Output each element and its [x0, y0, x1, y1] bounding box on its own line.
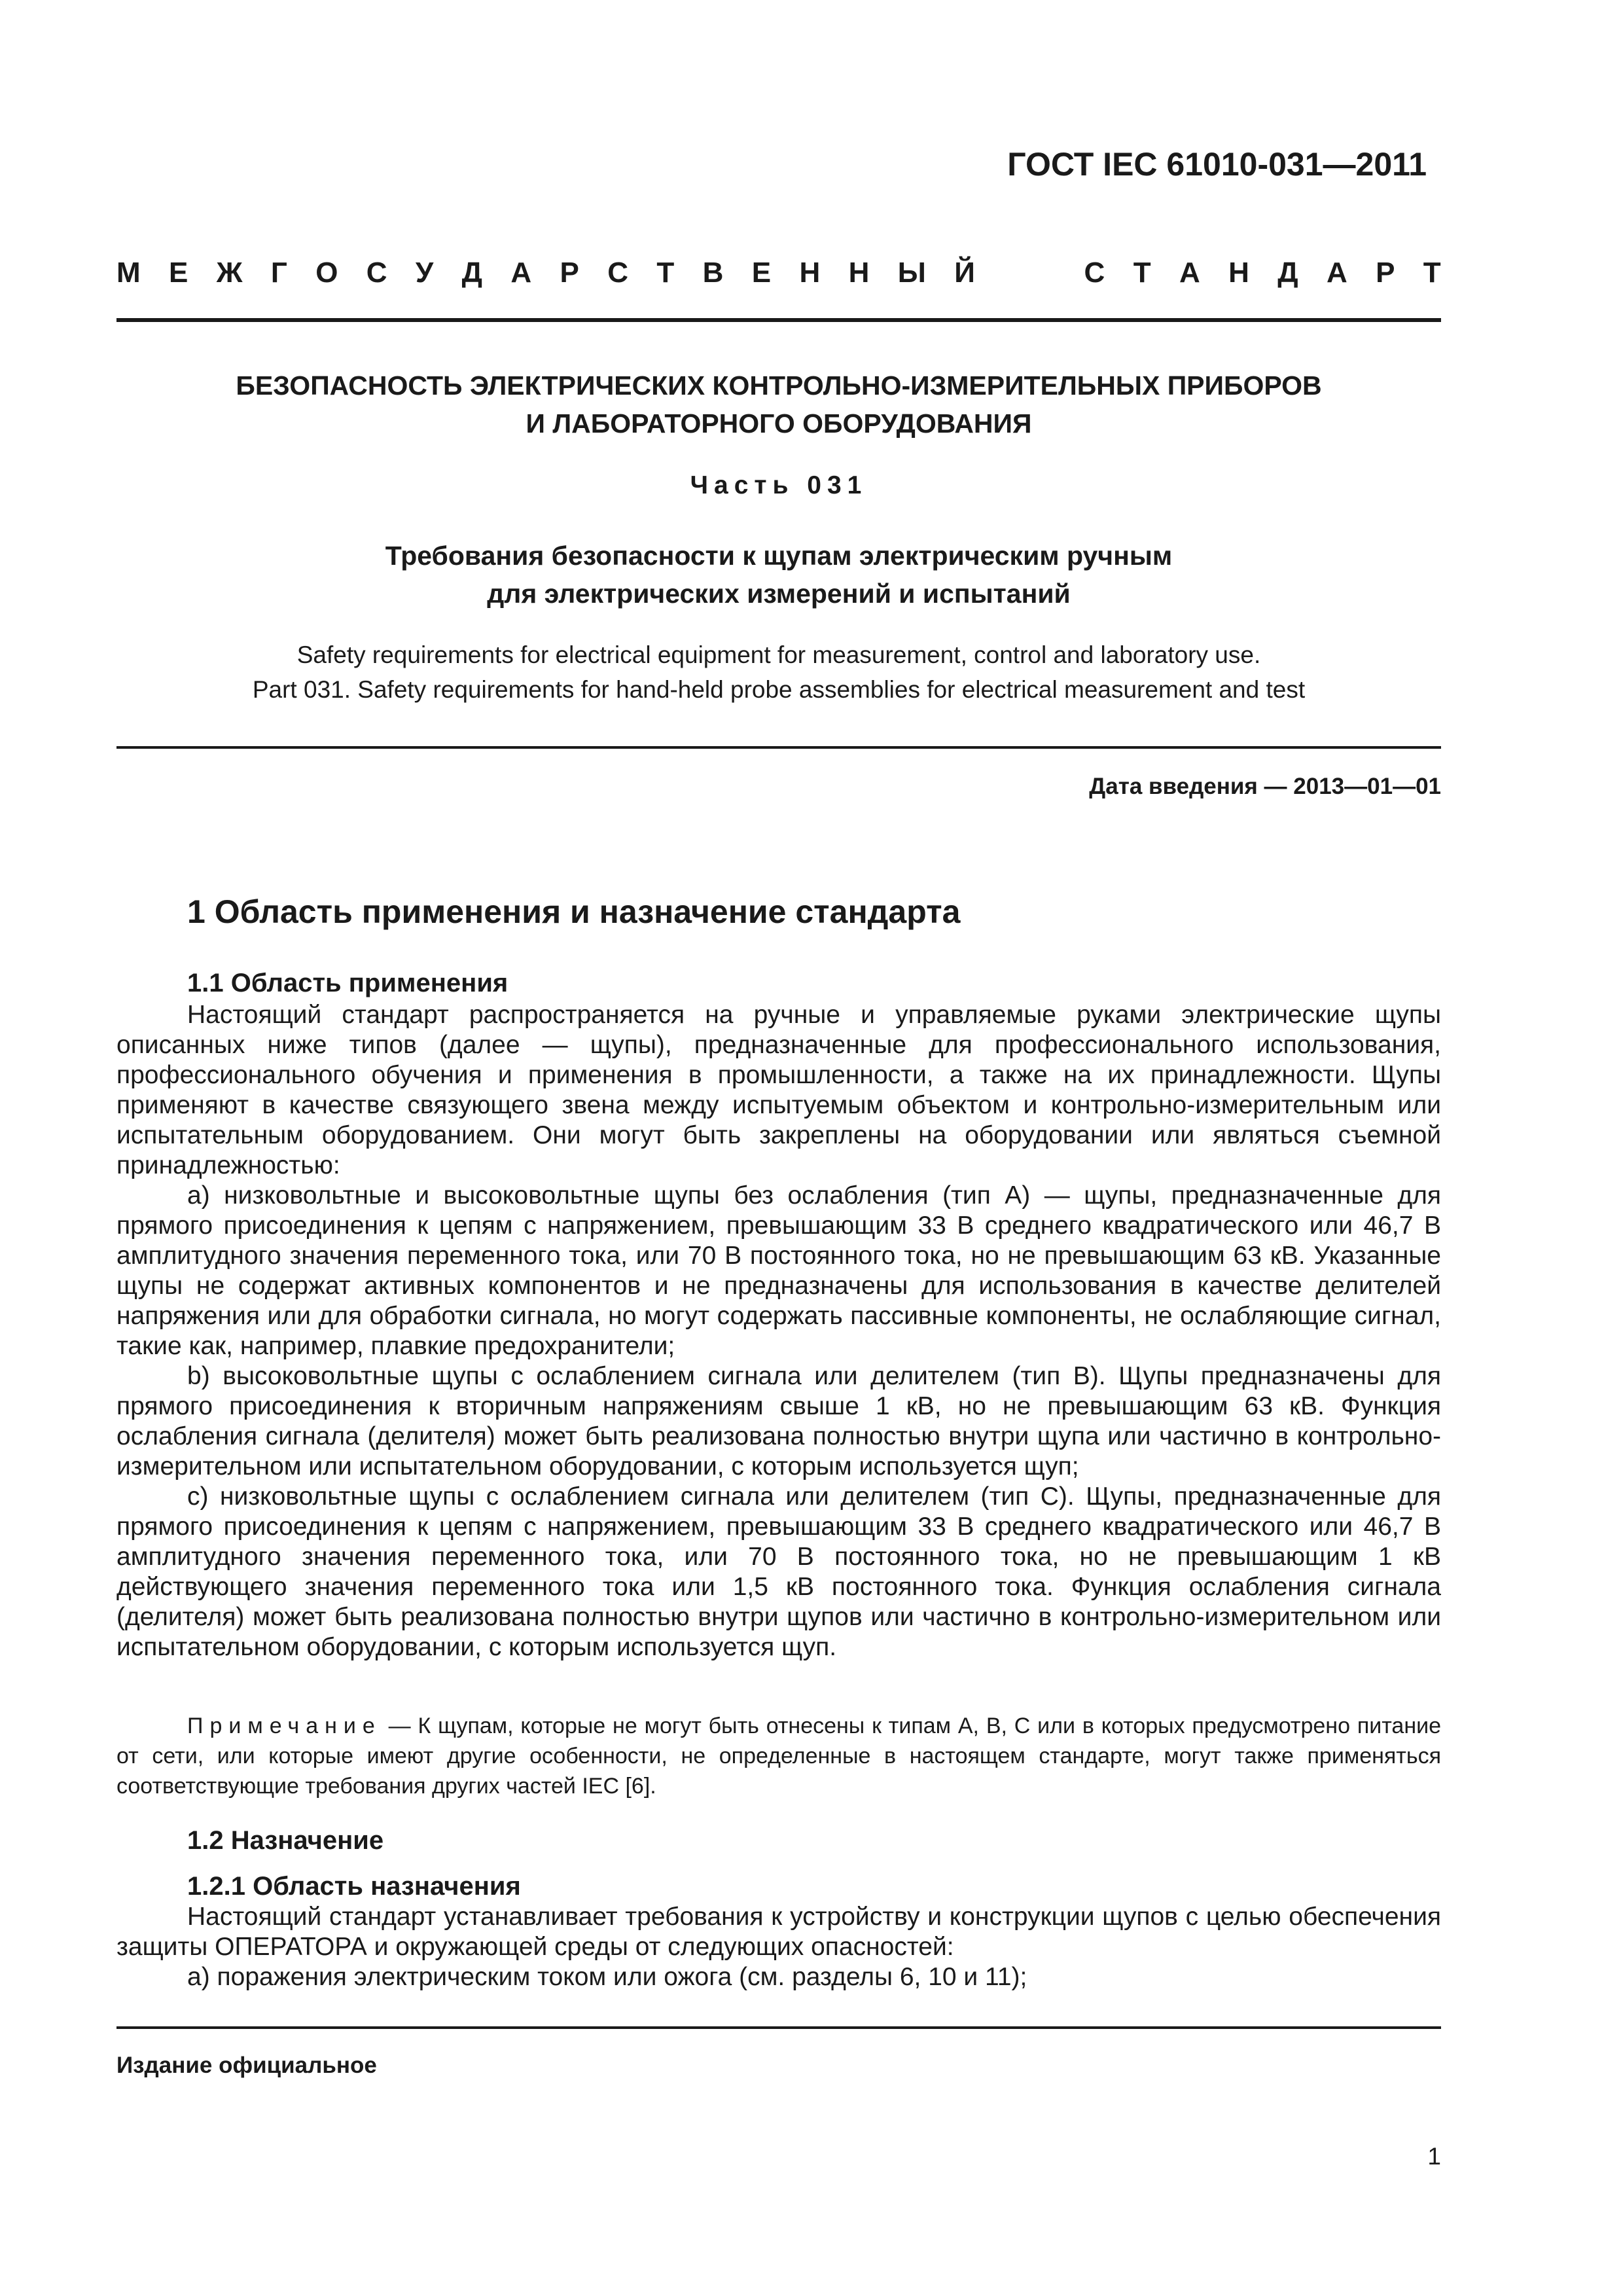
- title-line: И ЛАБОРАТОРНОГО ОБОРУДОВАНИЯ: [526, 408, 1032, 439]
- banner-letter: Р: [560, 257, 579, 289]
- subsection-heading: 1.1 Область применения: [187, 969, 508, 997]
- banner-letter: Е: [751, 257, 772, 289]
- banner-letter: Т: [1423, 257, 1441, 289]
- banner-letter: У: [415, 257, 434, 289]
- section-1-1-body: [116, 1000, 1441, 1662]
- english-title-line: Safety requirements for electrical equipment for measurement, control and laboratory use.: [296, 641, 1261, 668]
- banner-word-gap: [1003, 257, 1056, 289]
- interstate-standard-banner: [116, 257, 1441, 289]
- banner-letter: А: [510, 257, 532, 289]
- paragraph: Настоящий стандарт устанавливает требования к устройству и конструкции щупов с целью обеспечения защиты ОПЕРАТОРА и окружающей среды от следующих опасностей:: [116, 1903, 1441, 1961]
- banner-letter: Т: [656, 257, 675, 289]
- banner-letter: Н: [1228, 257, 1249, 289]
- banner-letter: Д: [1277, 257, 1298, 289]
- standard-subtitle: [116, 537, 1441, 613]
- english-title: [116, 637, 1441, 707]
- subtitle-line: для электрических измерений и испытаний: [487, 579, 1071, 609]
- banner-letter: С: [366, 257, 387, 289]
- list-item-c: c) низковольтные щупы с ослаблением сигнала или делителем (тип С). Щупы, предназначенные для прямого присоединения к цепям с напряжением, превышающим 33 В среднего квадратического или 46,7 В амплитудного значения переменного тока, или 70 В постоянного тока, но не превышающим 1 кВ действующего значения переменного тока или 1,5 кВ постоянного тока. Функция ослабления сигнала (делителя) может быть реализована полностью внутри щупов или частично в контрольно-измерительном или испытательном оборудовании, с которым используется щуп.: [116, 1482, 1441, 1661]
- banner-letter: А: [1326, 257, 1347, 289]
- banner-letter: Ы: [897, 257, 926, 289]
- list-item-b: b) высоковольтные щупы с ослаблением сигнала или делителем (тип В). Щупы предназначены для прямого присоединения к вторичным напряжениям свыше 1 кВ, но не превышающим 63 кВ. Функция ослабления сигнала (делителя) может быть реализована полностью внутри щупа или частично в контрольно-измерительном или испытательном оборудовании, с которым используется щуп;: [116, 1362, 1441, 1480]
- banner-letter: С: [607, 257, 629, 289]
- standard-title: [116, 367, 1441, 442]
- edition-label: Издание официальное: [116, 2053, 377, 2078]
- footer-rule: [116, 2026, 1441, 2029]
- banner-letter: Г: [270, 257, 287, 289]
- banner-letter: Ж: [216, 257, 243, 289]
- note-label: Примечание: [187, 1713, 382, 1738]
- paragraph: Настоящий стандарт распространяется на ручные и управляемые руками электрические щупы описанных ниже типов (далее — щупы), предназначенные для профессионального использования, профессионального обучения и применения в промышленности, а также на их принадлежности. Щупы применяют в качестве связующего звена между испытуемым объектом и контрольно-измерительным или испытательным оборудованием. Они могут быть закреплены на оборудовании или являться съемной принадлежностью:: [116, 1001, 1441, 1179]
- banner-letter: Е: [169, 257, 188, 289]
- document-code: ГОСТ IEC 61010-031—2011: [1007, 146, 1427, 183]
- page-number: 1: [1427, 2143, 1441, 2170]
- introduction-date: Дата введения — 2013—01—01: [1089, 774, 1441, 799]
- list-item-a: a) поражения электрическим током или ожога (см. разделы 6, 10 и 11);: [187, 1963, 1027, 1991]
- part-label: Часть 031: [690, 471, 868, 499]
- banner-letter: М: [116, 257, 141, 289]
- banner-letter: О: [315, 257, 338, 289]
- banner-letter: С: [1084, 257, 1105, 289]
- subsection-heading: 1.2.1 Область назначения: [187, 1872, 521, 1901]
- banner-letter: Д: [461, 257, 483, 289]
- section-1-2-1-body: [116, 1902, 1441, 1992]
- title-line: БЕЗОПАСНОСТЬ ЭЛЕКТРИЧЕСКИХ КОНТРОЛЬНО-ИЗМЕРИТЕЛЬНЫХ ПРИБОРОВ: [236, 370, 1322, 401]
- title-rule: [116, 746, 1441, 749]
- subtitle-line: Требования безопасности к щупам электрическим ручным: [385, 541, 1173, 571]
- banner-letter: Н: [799, 257, 821, 289]
- banner-letter: Р: [1376, 257, 1395, 289]
- header-rule: [116, 318, 1441, 322]
- subsection-heading: 1.2 Назначение: [187, 1826, 384, 1855]
- banner-letter: В: [702, 257, 724, 289]
- note: [116, 1711, 1441, 1801]
- banner-letter: А: [1179, 257, 1200, 289]
- banner-letter: Н: [848, 257, 870, 289]
- banner-letter: Й: [954, 257, 975, 289]
- section-heading: 1 Область применения и назначение стандарта: [187, 893, 961, 930]
- english-title-line: Part 031. Safety requirements for hand-held probe assemblies for electrical measurement and test: [252, 676, 1306, 703]
- banner-letter: Т: [1133, 257, 1151, 289]
- note-text: — К щупам, которые не могут быть отнесены к типам А, В, С или в которых предусмотрено питание от сети, или которые имеют другие особенности, не определенные в настоящем стандарте, могут также применяться соответствующие требования других частей IEC [6].: [116, 1713, 1441, 1799]
- list-item-a: a) низковольтные и высоковольтные щупы без ослабления (тип А) — щупы, предназначенные для прямого присоединения к цепям с напряжением, превышающим 33 В среднего квадратического или 46,7 В амплитудного значения переменного тока, или 70 В постоянного тока, но не превышающим 63 кВ. Указанные щупы не содержат активных компонентов и не предназначены для использования в качестве делителей напряжения или для обработки сигнала, но могут содержать пассивные компоненты, не ослабляющие сигнал, такие как, например, плавкие предохранители;: [116, 1181, 1441, 1360]
